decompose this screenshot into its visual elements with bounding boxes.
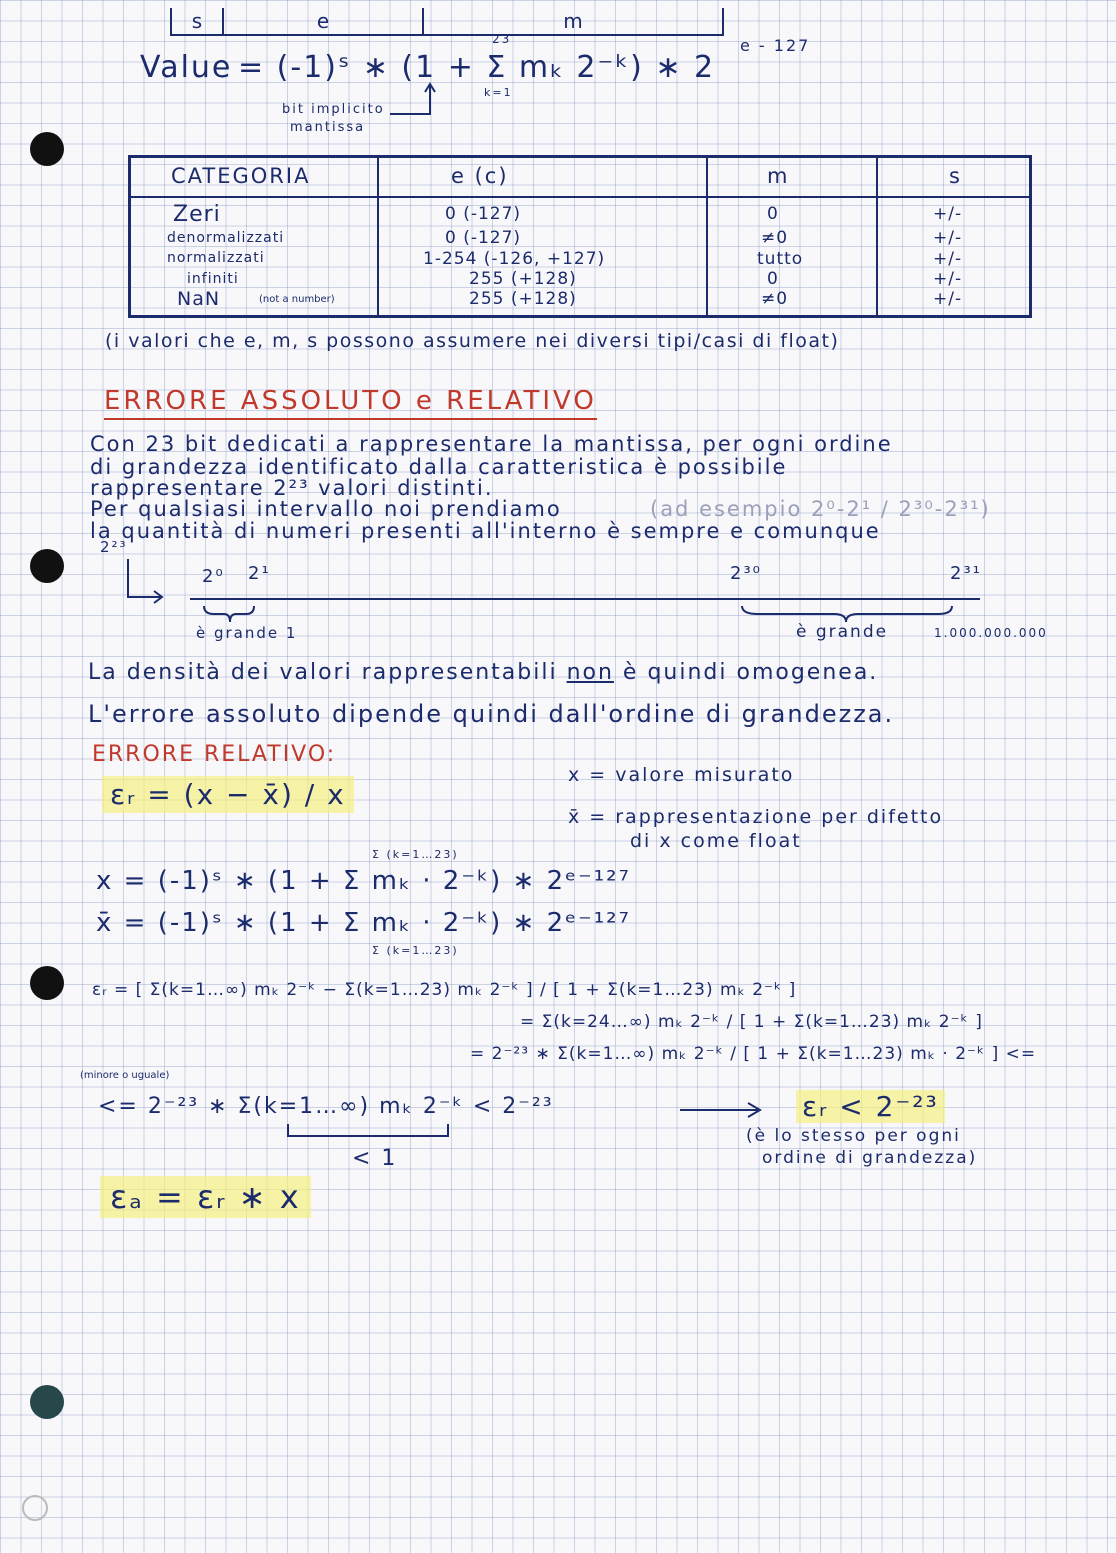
binder-hole	[30, 1385, 64, 1419]
implicit-bit-note-2: mantissa	[290, 120, 366, 135]
table-header-divider	[131, 196, 1029, 198]
exponent-text: e - 127	[740, 36, 811, 55]
sum-upper-limit: 23	[492, 32, 512, 46]
table-row-m: 0	[767, 269, 779, 289]
paragraph-line: di grandezza identificato dalla caratteristica è possibile	[90, 455, 788, 479]
bit-layout-box	[170, 8, 724, 36]
xbar-definition-2: di x come float	[630, 830, 802, 852]
implies-arrow	[676, 1100, 766, 1120]
example-note: (ad esempio 2⁰-2¹ / 2³⁰-2³¹)	[650, 497, 991, 521]
xbar-definition: x̄ = rappresentazione per difetto	[568, 806, 944, 828]
paragraph-line: la quantità di numeri presenti all'interno è sempre e comunque	[90, 519, 881, 543]
result-note-2: ordine di grandezza)	[762, 1148, 978, 1168]
paragraph-line: Con 23 bit dedicati a rappresentare la mantissa, per ogni ordine	[90, 432, 893, 456]
tick-label: 2¹	[248, 563, 271, 584]
absolute-error-formula: εₐ = εᵣ ∗ x	[100, 1176, 311, 1218]
tick-label: 2³⁰	[730, 563, 762, 584]
table-row-e: 0 (-127)	[445, 204, 522, 224]
paragraph-line: Per qualsiasi intervallo noi prendiamo	[90, 497, 562, 521]
brace-small	[200, 604, 260, 626]
table-divider	[377, 158, 379, 315]
brace-small-label: è grande 1	[196, 624, 298, 642]
section-title: ERRORE ASSOLUTO e RELATIVO	[104, 386, 597, 420]
x-formula-sum-limits: Σ (k=1…23)	[372, 848, 459, 861]
brace-less-one-label: < 1	[352, 1146, 398, 1171]
xbar-formula-sum-limits: Σ (k=1…23)	[372, 944, 459, 957]
float-categories-table	[128, 155, 1032, 318]
table-row-e: 255 (+128)	[469, 269, 577, 289]
table-row-s: +/-	[933, 249, 963, 269]
table-row-s: +/-	[933, 269, 963, 289]
sum-lower-limit: k=1	[484, 86, 513, 99]
table-row-m: ≠0	[761, 228, 789, 248]
table-divider	[876, 158, 878, 315]
table-divider	[706, 158, 708, 315]
header-m: m	[767, 164, 790, 188]
table-row-categoria: infiniti	[187, 271, 239, 287]
table-row-s: +/-	[933, 204, 963, 224]
relative-error-result: εᵣ < 2⁻²³	[796, 1090, 945, 1123]
table-row-e: 0 (-127)	[445, 228, 522, 248]
table-row-categoria: normalizzati	[167, 250, 265, 266]
x-definition: x = valore misurato	[568, 764, 795, 786]
table-row-m: ≠0	[761, 289, 789, 309]
relative-error-definition: εᵣ = (x − x̄) / x	[102, 776, 354, 813]
binder-hole	[30, 132, 64, 166]
xbar-formula: x̄ = (-1)ˢ ∗ (1 + Σ mₖ · 2⁻ᵏ) ∗ 2ᵉ⁻¹²⁷	[96, 908, 631, 938]
table-row-s: +/-	[933, 228, 963, 248]
table-row-categoria: Zeri	[173, 202, 221, 227]
table-note: (i valori che e, m, s possono assumere nei diversi tipi/casi di float)	[105, 330, 840, 352]
table-row-e: 1-254 (-126, +127)	[423, 249, 606, 269]
mantissa-cell: m	[563, 9, 583, 33]
paragraph-line: rappresentare 2²³ valori distinti.	[90, 476, 494, 500]
header-s: s	[949, 164, 962, 188]
relative-error-derivation: = 2⁻²³ ∗ Σ(k=1…∞) mₖ 2⁻ᵏ / [ 1 + Σ(k=1…23) mₖ · 2⁻ᵏ ] <=	[470, 1044, 1037, 1064]
result-note: (è lo stesso per ogni	[746, 1126, 961, 1146]
table-row-categoria-note: (not a number)	[259, 294, 335, 305]
underlined-word: non	[566, 660, 614, 685]
relative-error-title: ERRORE RELATIVO:	[92, 742, 337, 767]
header-e: e (c)	[451, 164, 509, 188]
binder-hole	[30, 966, 64, 1000]
density-line: La densità dei valori rappresentabili non è quindi omogenea.	[88, 660, 879, 685]
relative-error-derivation: εᵣ = [ Σ(k=1…∞) mₖ 2⁻ᵏ − Σ(k=1…23) mₖ 2⁻ᵏ ] / [ 1 + Σ(k=1…23) mₖ 2⁻ᵏ ]	[92, 980, 797, 1000]
exponent-cell: e	[224, 8, 424, 34]
sign-bit-cell: s	[172, 8, 224, 34]
table-row-e: 255 (+128)	[469, 289, 577, 309]
paragraph-line: 2²³	[100, 538, 128, 556]
tick-label: 2⁰	[202, 566, 225, 587]
tick-label: 2³¹	[950, 563, 982, 584]
brace-big-value: 1.000.000.000	[934, 626, 1048, 640]
value-formula: = (-1)ˢ ∗ (1 + Σ mₖ 2⁻ᵏ) ∗ 2	[238, 50, 716, 85]
header-categoria: CATEGORIA	[171, 164, 311, 188]
binder-hole	[30, 549, 64, 583]
value-label: Value	[140, 50, 233, 85]
implicit-bit-arrow	[380, 80, 440, 120]
table-row-categoria: denormalizzati	[167, 230, 285, 246]
brace-less-one	[284, 1122, 454, 1144]
binder-hole	[22, 1495, 48, 1521]
x-formula: x = (-1)ˢ ∗ (1 + Σ mₖ · 2⁻ᵏ) ∗ 2ᵉ⁻¹²⁷	[96, 866, 631, 896]
brace-big-label: è grande	[796, 622, 889, 642]
number-line	[190, 598, 980, 600]
implicit-bit-note: bit implicito	[282, 102, 385, 117]
relative-error-derivation: = Σ(k=24…∞) mₖ 2⁻ᵏ / [ 1 + Σ(k=1…23) mₖ 2⁻ᵏ ]	[520, 1012, 983, 1032]
table-row-m: 0	[767, 204, 779, 224]
abs-error-line: L'errore assoluto dipende quindi dall'ordine di grandezza.	[88, 700, 895, 728]
table-row-m: tutto	[757, 249, 804, 269]
minore-uguale-note: (minore o uguale)	[80, 1070, 170, 1081]
table-row-s: +/-	[933, 289, 963, 309]
relative-error-bound: <= 2⁻²³ ∗ Σ(k=1…∞) mₖ 2⁻ᵏ < 2⁻²³	[98, 1094, 554, 1119]
table-row-categoria: NaN	[177, 288, 221, 310]
